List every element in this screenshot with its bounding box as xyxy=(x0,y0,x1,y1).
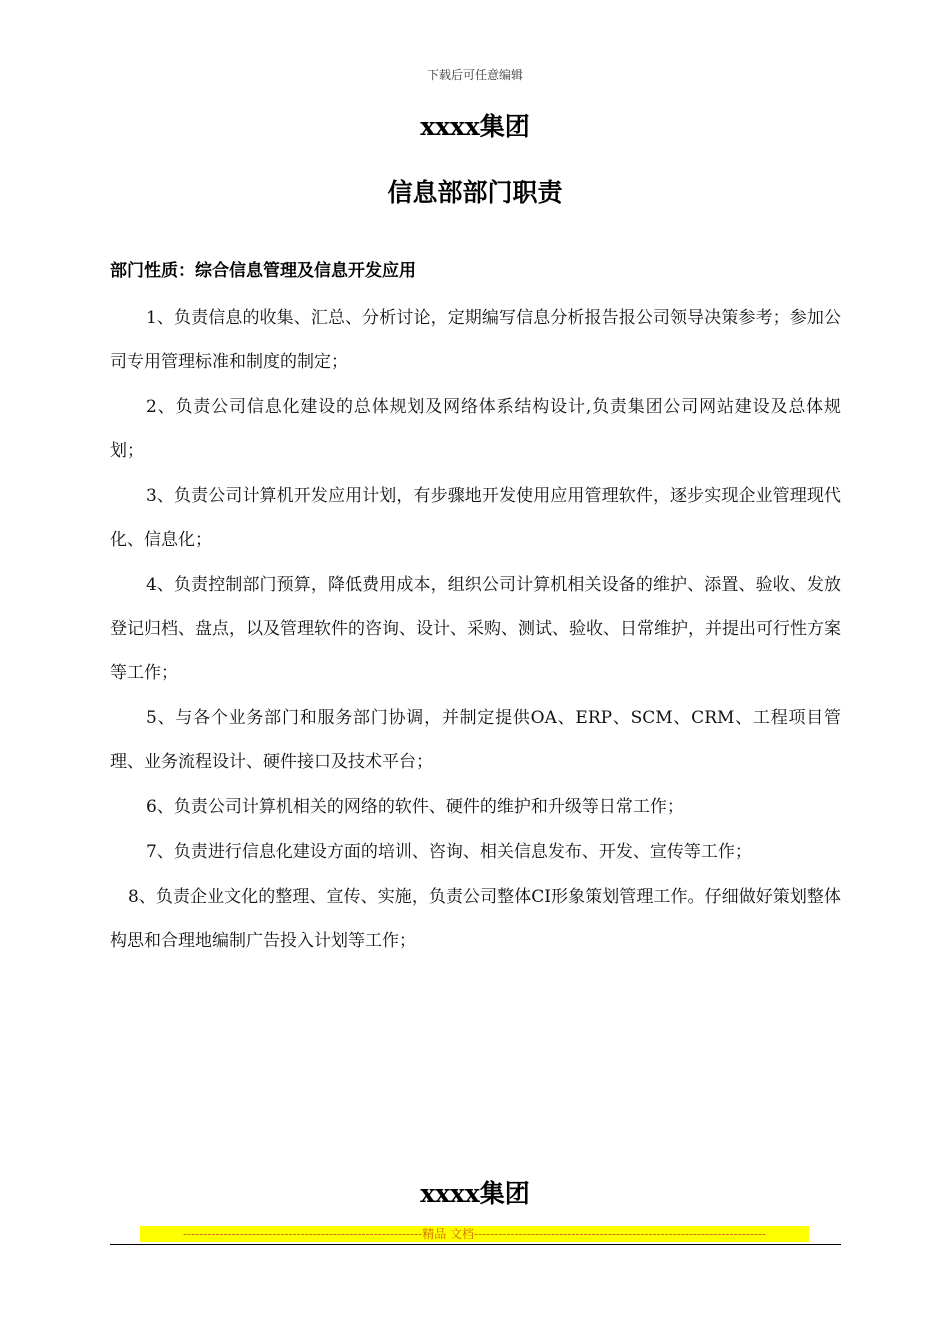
duty-item-7: 7、负责进行信息化建设方面的培训、咨询、相关信息发布、开发、宣传等工作； xyxy=(146,842,752,862)
duty-item-2: 2、负责公司信息化建设的总体规划及网络体系结构设计,负责集团公司网站建设及总体规划； xyxy=(110,397,841,461)
duty-item-3: 3、负责公司计算机开发应用计划，有步骤地开发使用应用管理软件，逐步实现企业管理现代化、信息化； xyxy=(110,486,841,550)
company-title: xxxx集团 xyxy=(420,112,530,141)
footer-divider xyxy=(110,1244,841,1245)
duty-item-5: 5、与各个业务部门和服务部门协调，并制定提供OA、ERP、SCM、CRM、工程项目管理、业务流程设计、硬件接口及技术平台； xyxy=(110,708,841,772)
duties-list xyxy=(110,296,841,964)
header-note: 下载后可任意编辑 xyxy=(426,68,523,82)
duty-item-1: 1、负责信息的收集、汇总、分析讨论，定期编写信息分析报告报公司领导决策参考；参加公司专用管理标准和制度的制定； xyxy=(110,308,841,372)
footer-banner: -----------------------------------------------------------精品 文档------------------------------------------------------------------------ xyxy=(140,1226,809,1242)
duty-item-6: 6、负责公司计算机相关的网络的软件、硬件的维护和升级等日常工作； xyxy=(146,797,684,817)
duty-item-8: 8、负责企业文化的整理、宣传、实施，负责公司整体CI形象策划管理工作。仔细做好策划整体构思和合理地编制广告投入计划等工作； xyxy=(110,887,841,951)
department-title: 信息部部门职责 xyxy=(387,178,563,207)
duty-item-4: 4、负责控制部门预算，降低费用成本，组织公司计算机相关设备的维护、添置、验收、发放登记归档、盘点，以及管理软件的咨询、设计、采购、测试、验收、日常维护，并提出可行性方案等工作； xyxy=(110,575,841,683)
department-nature: 部门性质：综合信息管理及信息开发应用 xyxy=(110,261,416,281)
footer-company-title: xxxx集团 xyxy=(420,1179,530,1208)
